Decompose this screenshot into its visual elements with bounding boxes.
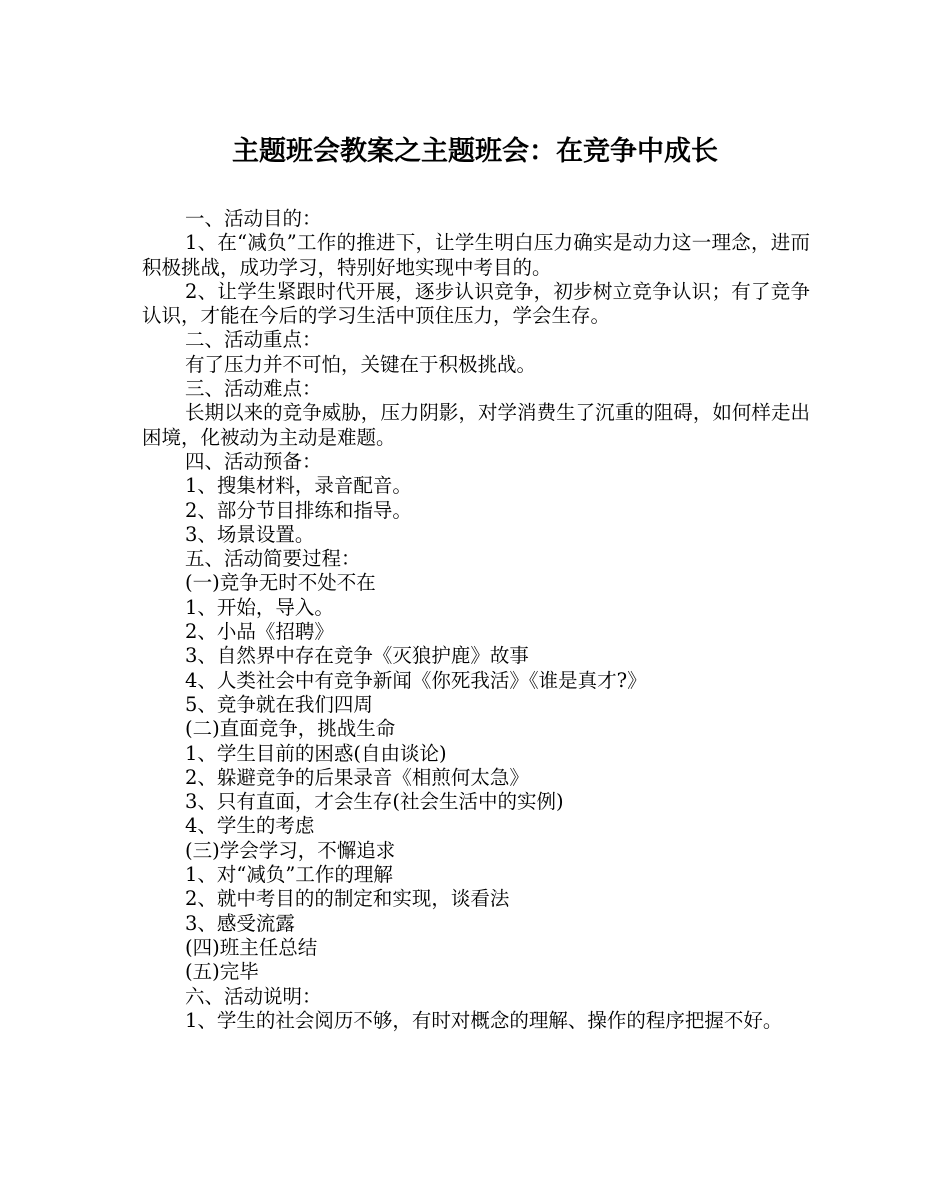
paragraph: 二、活动重点： xyxy=(185,328,322,352)
paragraph: 2、让学生紧跟时代开展，逐步认识竞争，初步树立竞争认识；有了竞争认识，才能在今后的学习生活中顶住压力，学会生存。 xyxy=(142,279,810,328)
paragraph: 1、开始，导入。 xyxy=(185,595,334,619)
paragraph: 3、只有直面，才会生存(社会生活中的实例) xyxy=(185,790,564,814)
paragraph: 长期以来的竞争威胁，压力阴影，对学消费生了沉重的阻碍，如何样走出困境，化被动为主动是难题。 xyxy=(142,401,810,449)
paragraph: 2、部分节目排练和指导。 xyxy=(185,498,412,522)
paragraph: 4、人类社会中有竞争新闻《你死我活》《谁是真才?》 xyxy=(185,668,647,692)
paragraph: 5、竞争就在我们四周 xyxy=(185,692,373,716)
paragraph: 六、活动说明： xyxy=(185,984,322,1008)
paragraph: 有了压力并不可怕，关键在于积极挑战。 xyxy=(185,352,537,376)
paragraph: 五、活动简要过程： xyxy=(185,547,361,571)
paragraph: 3、场景设置。 xyxy=(185,522,315,546)
paragraph: 2、就中考目的的制定和实现，谈看法 xyxy=(185,887,510,911)
paragraph: 1、学生的社会阅历不够，有时对概念的理解、操作的程序把握不好。 xyxy=(185,1008,783,1032)
paragraph: 一、活动目的： xyxy=(185,207,322,230)
paragraph: 4、学生的考虑 xyxy=(185,814,315,838)
paragraph: 2、小品《招聘》 xyxy=(185,620,334,644)
paragraph: (三)学会学习，不懈追求 xyxy=(185,838,396,862)
paragraph: (一)竞争无时不处不在 xyxy=(185,571,376,595)
document-body xyxy=(142,207,810,1033)
paragraph: (四)班主任总结 xyxy=(185,935,318,959)
paragraph: (五)完毕 xyxy=(185,960,259,984)
paragraph: 2、躲避竞争的后果录音《相煎何太急》 xyxy=(185,765,529,789)
paragraph: 1、对“减负”工作的理解 xyxy=(185,863,393,887)
paragraph: 1、在“减负”工作的推进下，让学生明白压力确实是动力这一理念，进而积极挑战，成功学习，特别好地实现中考目的。 xyxy=(142,231,810,279)
paragraph: 1、学生目前的困惑(自由谈论) xyxy=(185,741,447,765)
paragraph: 3、感受流露 xyxy=(185,911,295,935)
paragraph: 1、搜集材料，录音配音。 xyxy=(185,474,412,498)
document-title: 主题班会教案之主题班会：在竞争中成长 xyxy=(232,136,718,167)
paragraph: 3、自然界中存在竞争《灭狼护鹿》故事 xyxy=(185,644,529,668)
paragraph: 三、活动难点： xyxy=(185,377,322,401)
paragraph: (二)直面竞争，挑战生命 xyxy=(185,717,396,741)
paragraph: 四、活动预备： xyxy=(185,449,322,473)
